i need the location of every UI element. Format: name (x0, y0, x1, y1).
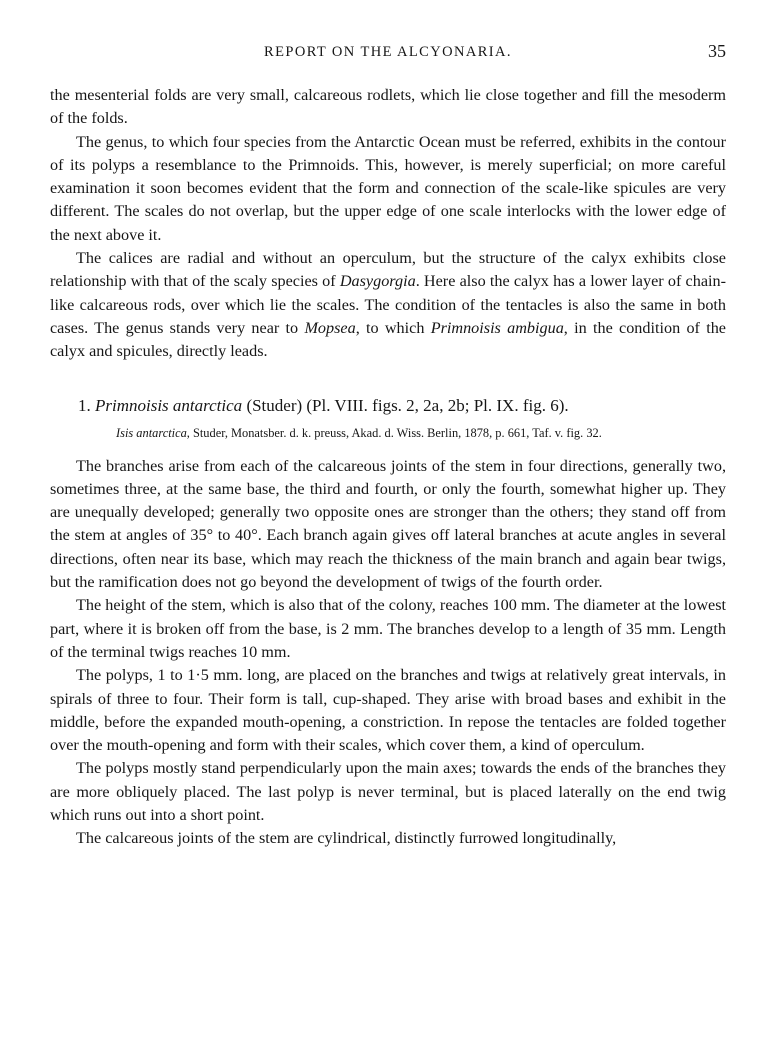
species-name-primnoisis-ambigua: Primnoisis ambigua (430, 318, 564, 337)
species-name: Primnoisis antarctica (95, 395, 243, 415)
species-number: 1. (78, 395, 91, 415)
synonymy-citation (50, 423, 726, 443)
paragraph-genus: The genus, to which four species from the Antarctic Ocean must be referred, exhibits in the contour of its polyps a resemblance to the Primnoids. This, however, is merely superficial; on more careful examination it soon becomes evident that the form and connection of the scale-like spicules are very different. The scales do not overlap, but the upper edge of one scale interlocks with the lower edge of the next above it. (50, 132, 726, 244)
paragraph-stem-height: The height of the stem, which is also that of the colony, reaches 100 mm. The diameter at the lowest part, where it is broken off from the base, is 2 mm. The branches develop to a length of 35 mm. Length of the terminal twigs reaches 10 mm. (50, 596, 726, 661)
paragraph-mesenterial-folds: the mesenterial folds are very small, calcareous rodlets, which lie close together and fill the mesoderm of the folds. (50, 86, 726, 128)
citation-text: , Studer, Monatsber. d. k. preuss, Akad. d. Wiss. Berlin, 1878, p. 661, Taf. v. fig. 32. (186, 425, 602, 440)
calices-text-g: , in the condition of the calyx and spicules, directly leads. (50, 318, 726, 361)
species-heading (50, 394, 726, 418)
paragraph-polyp-position: The polyps mostly stand perpendicularly upon the main axes; towards the ends of the branches they are more obliquely placed. The last polyp is never terminal, but is placed laterally on the end twig which runs out into a short point. (50, 759, 726, 825)
page-body (50, 84, 726, 851)
running-head: REPORT ON THE ALCYONARIA. (264, 44, 512, 60)
paragraph-calcareous-joints: The calcareous joints of the stem are cylindrical, distinctly furrowed longitudinally, (76, 829, 617, 848)
paragraph-polyps: The polyps, 1 to 1·5 mm. long, are placed on the branches and twigs at relatively great intervals, in spirals of three to four. Their form is tall, cup-shaped. They arise with broad bases and exhibit in the middle, before the expanded mouth-opening, a constriction. In repose the tentacles are folded together over the mouth-opening and form with their scales, which cover them, a kind of operculum. (50, 666, 726, 755)
calices-text-c: . Here also the calyx has a lower layer of chain-like calcareous rods, over which lie the scales. The condition of the tentacles is also the same in both cases. The genus stands very near to (50, 272, 726, 337)
calices-text-a: The calices are radial and without an operculum, but the structure of the calyx exhibits close relationship with that of the scaly species of (50, 249, 726, 291)
page-header (50, 40, 726, 66)
paragraph-branches: The branches arise from each of the calcareous joints of the stem in four directions, generally two, sometimes three, at the same base, the third and fourth, or only the fourth, somewhat higher up. They are unequally developed; generally two opposite ones are stronger than the others; they stand off from the stem at angles of 35° to 40°. Each branch again gives off lateral branches at acute angles in several directions, often near its base, which may reach the thickness of the main branch and again bear twigs, but the ramification does not go beyond the development of twigs of the fourth order. (50, 456, 726, 592)
genus-name-dasygorgia: Dasygorgia (339, 272, 416, 291)
page-number: 35 (708, 41, 726, 61)
species-heading-rest: (Studer) (Pl. VIII. figs. 2, 2a, 2b; Pl. IX. fig. 6). (246, 395, 569, 415)
calices-text-e: , to which (355, 318, 431, 337)
citation-name: Isis antarctica (116, 425, 187, 440)
genus-name-mopsea: Mopsea (304, 318, 356, 337)
paragraph-calices (50, 247, 726, 363)
